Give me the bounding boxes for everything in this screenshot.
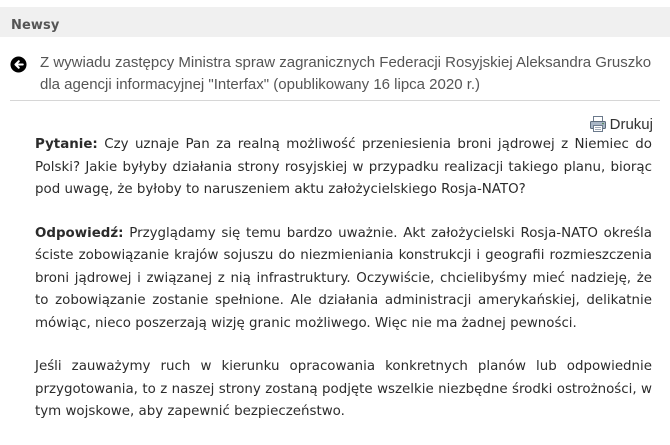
article-paragraph-3: Jeśli zauważymy ruch w kierunku opracowania konkretnych planów lub odpowiednie przygotowania, to z naszej strony zostaną podjęte wszelkie niezbędne środki ostrożności, w tym wojskowe, aby zapewnić bezpieczeństwo. bbox=[35, 359, 652, 419]
question-label: Pytanie: bbox=[35, 137, 98, 152]
answer-paragraph bbox=[35, 223, 652, 336]
print-button[interactable] bbox=[589, 114, 653, 134]
question-paragraph bbox=[35, 134, 652, 202]
answer-text: Przyglądamy się temu bardzo uważnie. Akt założycielski Rosja-NATO określa ściste zobowiązanie krajów sojuszu do niezmieniania konstrukcji i geografii rozmieszczenia broni jądrowej i związanej z nią infrastruktury. Oczywiście, chcielibyśmy mieć nadzieję, że to zobowiązanie zostanie spełnione. Ale działania administracji amerykańskiej, delikatnie mówiąc, nieco poszerzają wizję granic możliwego. Więc nie ma żadnej pewności. bbox=[35, 225, 652, 331]
article-body bbox=[35, 134, 652, 445]
title-divider bbox=[10, 100, 660, 101]
answer-label: Odpowiedź: bbox=[35, 225, 124, 241]
news-title: Z wywiadu zastępcy Ministra spraw zagranicznych Federacji Rosyjskiej Aleksandra Gruszko dla agencji informacyjnej "Interfax" (opublikowany 16 lipca 2020 r.) bbox=[40, 54, 652, 93]
print-label: Drukuj bbox=[609, 115, 653, 133]
section-title: Newsy bbox=[11, 18, 60, 33]
question-text: Czy uznaje Pan za realną możliwość przeniesienia broni jądrowej z Niemiec do Polski? Jakie byłyby działania strony rosyjskiej w przypadku realizacji takiego planu, biorąc pod uwagę, że byłoby to naruszeniem aktu założycielskiego Rosja-NATO? bbox=[35, 137, 652, 197]
arrow-left-circle-icon[interactable] bbox=[10, 56, 27, 73]
printer-icon bbox=[589, 115, 607, 133]
section-header bbox=[0, 7, 670, 37]
